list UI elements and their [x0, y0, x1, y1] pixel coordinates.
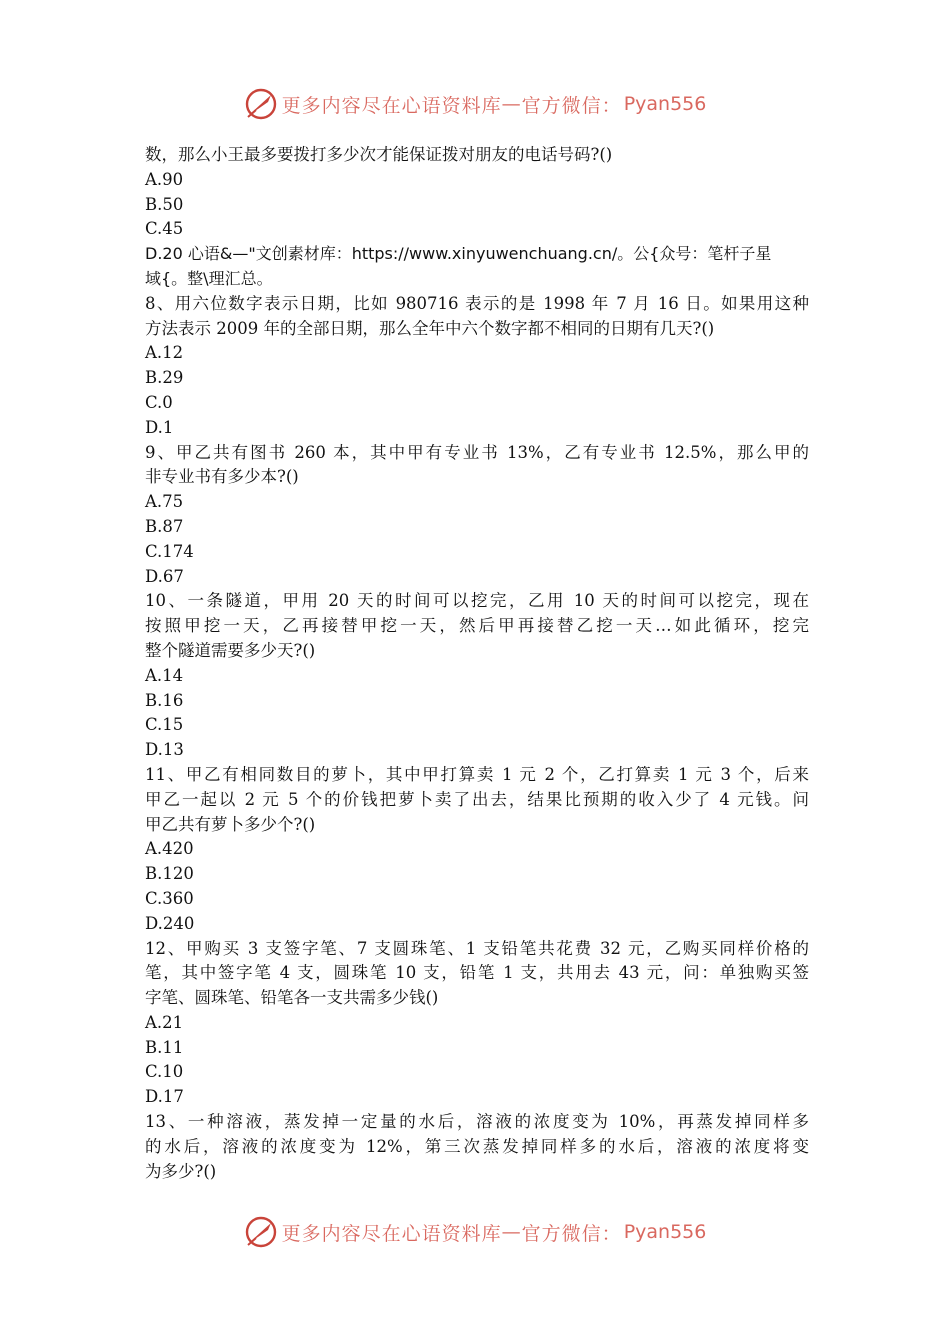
watermark-wechat-label: 官方微信：	[521, 94, 622, 117]
text-line: 甲乙一起以 2 元 5 个的价钱把萝卜卖了出去，结果比预期的收入少了 4 元钱。问	[145, 789, 809, 809]
text-line: A.75	[145, 492, 184, 512]
text-line: D.67	[145, 566, 184, 586]
watermark-wechat-id: Pyan556	[623, 93, 707, 115]
text-line: 域{。整\理汇总。	[145, 268, 273, 288]
text-line: C.15	[145, 715, 184, 735]
text-line: B.50	[145, 194, 184, 214]
text-line: D.13	[145, 740, 184, 760]
text-line: A.14	[145, 665, 184, 685]
text-line: A.90	[145, 169, 184, 189]
text-line: 按照甲挖一天，乙再接替甲挖一天，然后甲再接替乙挖一天…如此循环，挖完	[145, 616, 809, 636]
text-line: 11、甲乙有相同数目的萝卜，其中甲打算卖 1 元 2 个，乙打算卖 1 元 3 个，后来	[145, 764, 809, 784]
text-line: 10、一条隧道，甲用 20 天的时间可以挖完，乙用 10 天的时间可以挖完，现在	[145, 591, 809, 611]
text-line: D.20 心语&—"文创素材库：https://www.xinyuwenchuang.cn/。公{众号：笔杆子星	[145, 244, 772, 264]
watermark-dash: —	[501, 93, 522, 115]
text-line: C.45	[145, 219, 184, 239]
text-line: 8、用六位数字表示日期，比如 980716 表示的是 1998 年 7 月 16 日。如果用这种	[145, 293, 809, 313]
text-line: D.240	[145, 913, 195, 933]
text-line: 笔，其中签字笔 4 支，圆珠笔 10 支，铅笔 1 支，共用去 43 元，问：单独购买签	[145, 963, 809, 983]
text-line: B.11	[145, 1037, 184, 1057]
text-line: A.21	[145, 1012, 184, 1032]
text-line: 数，那么小王最多要拨打多少次才能保证拨对朋友的电话号码?()	[145, 145, 613, 164]
text-line: 方法表示 2009 年的全部日期，那么全年中六个数字都不相同的日期有几天?()	[145, 318, 715, 338]
text-line: 非专业书有多少本?()	[145, 467, 299, 487]
text-line: C.360	[145, 888, 194, 908]
quill-logo-icon	[244, 1215, 278, 1249]
text-line: A.420	[145, 839, 194, 859]
quill-logo-icon	[244, 87, 278, 121]
text-line: D.1	[145, 417, 174, 437]
text-line: B.120	[145, 864, 194, 884]
text-line: 甲乙共有萝卜多少个?()	[145, 814, 316, 834]
text-line: 13、一种溶液，蒸发掉一定量的水后，溶液的浓度变为 10%，再蒸发掉同样多	[145, 1112, 809, 1132]
footer-watermark	[0, 1212, 950, 1252]
text-line: 整个隧道需要多少天?()	[145, 640, 316, 660]
text-line: 的水后，溶液的浓度变为 12%，第三次蒸发掉同样多的水后，溶液的浓度将变	[145, 1136, 809, 1156]
text-line: C.174	[145, 541, 194, 561]
watermark-site: 更多内容尽在心语资料库	[281, 94, 502, 117]
text-line: B.16	[145, 690, 184, 710]
text-line: D.17	[145, 1087, 184, 1107]
text-line: 为多少?()	[145, 1161, 217, 1181]
text-line: A.12	[145, 343, 184, 363]
watermark-wechat-id: Pyan556	[623, 1221, 707, 1243]
text-line: 字笔、圆珠笔、铅笔各一支共需多少钱()	[145, 988, 439, 1008]
text-line: B.29	[145, 368, 184, 388]
text-line: C.10	[145, 1062, 184, 1082]
text-line: B.87	[145, 516, 184, 536]
document-body	[145, 143, 809, 1184]
text-line: 12、甲购买 3 支签字笔、7 支圆珠笔、1 支铅笔共花费 32 元，乙购买同样价格的	[145, 938, 809, 958]
watermark-site: 更多内容尽在心语资料库	[281, 1222, 502, 1245]
header-watermark	[0, 84, 950, 124]
watermark-wechat-label: 官方微信：	[521, 1222, 622, 1245]
text-line: C.0	[145, 392, 173, 412]
watermark-dash: —	[501, 1221, 522, 1243]
text-line: 9、甲乙共有图书 260 本，其中甲有专业书 13%，乙有专业书 12.5%，那么甲的	[145, 442, 809, 462]
